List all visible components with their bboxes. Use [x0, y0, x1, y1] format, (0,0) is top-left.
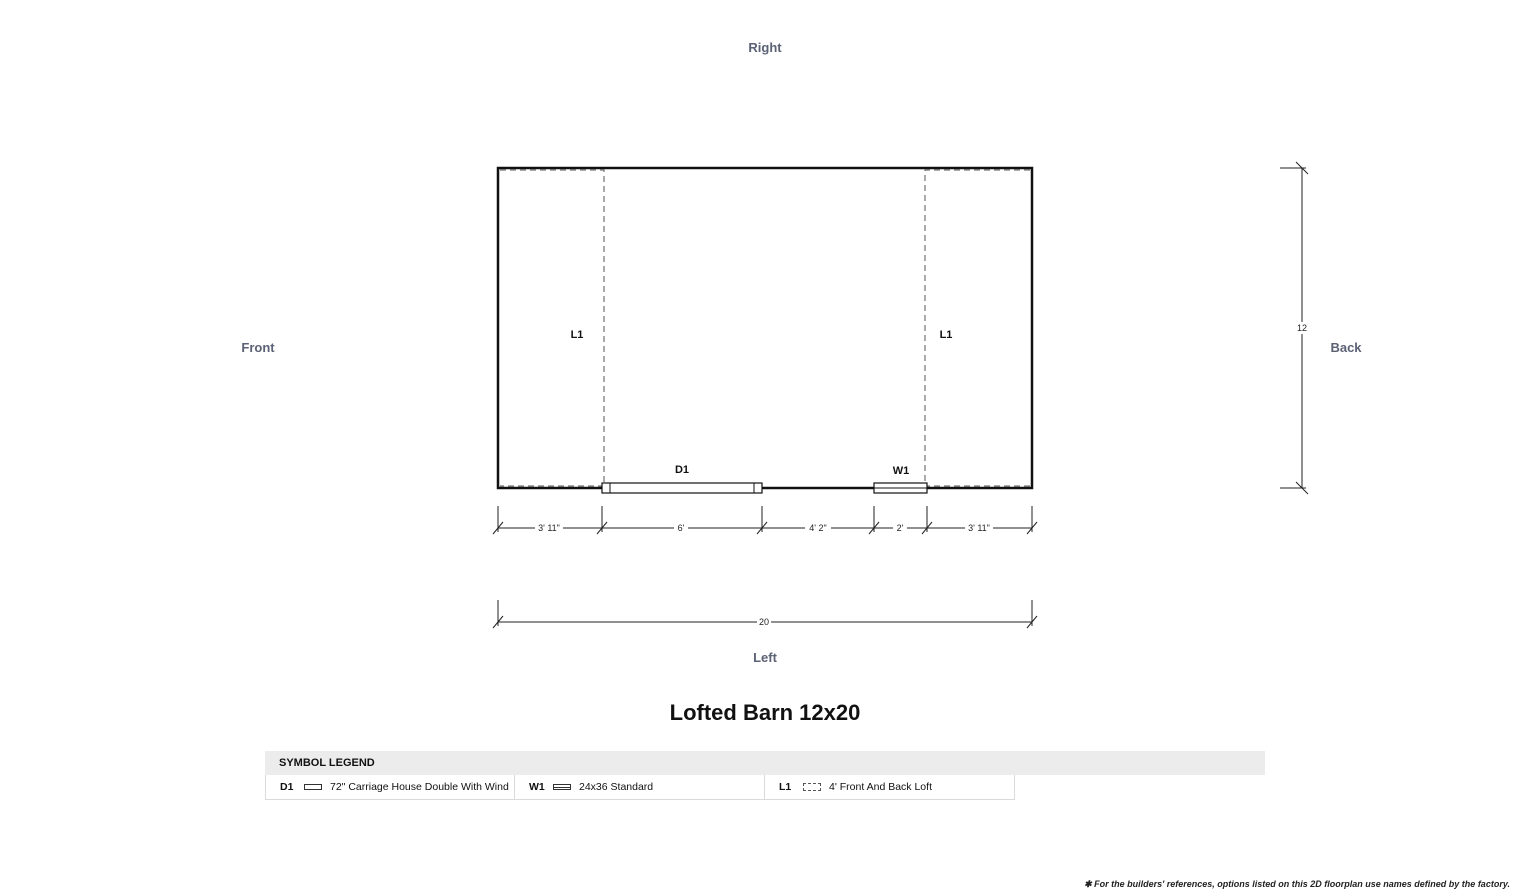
legend-label: 4' Front And Back Loft — [829, 781, 932, 793]
dimension-label: 2' — [896, 523, 904, 533]
door-tag: D1 — [674, 464, 690, 476]
legend-code: D1 — [280, 781, 294, 793]
plan-title: Lofted Barn 12x20 — [669, 700, 861, 725]
legend-item-d1 — [265, 775, 515, 800]
loft-back — [925, 170, 1030, 486]
side-label-left: Left — [753, 650, 777, 665]
door-icon — [304, 784, 322, 790]
legend-item-l1 — [765, 775, 1015, 800]
legend-code: L1 — [779, 781, 792, 793]
window-w1 — [874, 483, 927, 493]
loft-tag: L1 — [939, 329, 953, 341]
loft-icon — [803, 783, 821, 791]
legend-label: 24x36 Standard — [579, 781, 654, 793]
side-label-right: Right — [748, 40, 782, 55]
loft-tag: L1 — [570, 329, 584, 341]
legend-item-w1 — [515, 775, 765, 800]
side-label-back: Back — [1330, 340, 1362, 355]
dimension-label: 4' 2" — [809, 523, 827, 533]
symbol-legend — [265, 751, 1265, 800]
building-outline — [498, 168, 1032, 488]
loft-front — [500, 170, 604, 486]
door-d1 — [602, 483, 762, 493]
overall-width-label: 12 — [1296, 323, 1308, 333]
legend-row — [265, 775, 1265, 800]
legend-label: 72" Carriage House Double With Wind — [330, 781, 509, 793]
window-tag: W1 — [892, 465, 910, 477]
side-label-front: Front — [241, 340, 275, 355]
legend-header: SYMBOL LEGEND — [265, 751, 1265, 775]
dimension-label: 3' 11" — [968, 523, 990, 533]
overall-length-label: 20 — [758, 617, 770, 627]
dimension-label: 6' — [677, 523, 685, 533]
legend-code: W1 — [529, 781, 545, 793]
window-icon — [553, 784, 571, 790]
segment-dimensions — [493, 506, 1037, 534]
dimension-label: 3' 11" — [538, 523, 560, 533]
footnote: ✱ For the builders' references, options listed on this 2D floorplan use names defined by the factory. — [1084, 879, 1510, 889]
